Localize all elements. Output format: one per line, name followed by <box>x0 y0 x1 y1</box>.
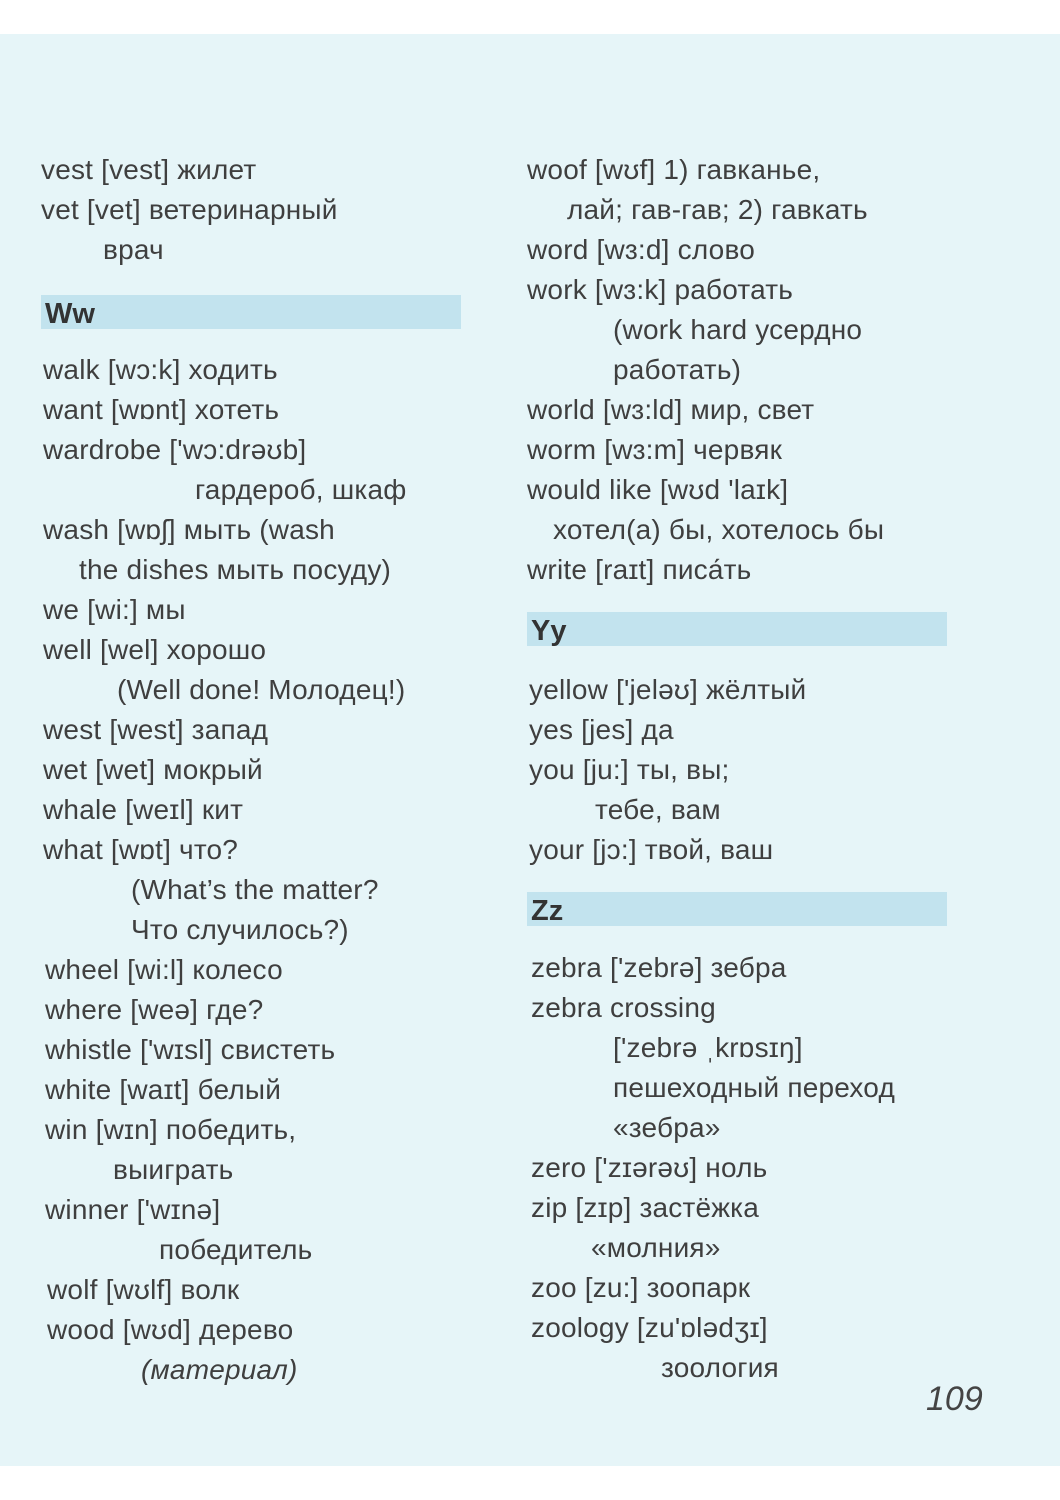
dictionary-entry-line: walk [wɔ:k] ходить <box>43 354 278 385</box>
letter-heading: Ww <box>45 298 95 330</box>
dictionary-page <box>0 34 1060 1466</box>
dictionary-entry-line: win [wɪn] победить, <box>45 1114 297 1145</box>
dictionary-entry-line: wet [wet] мокрый <box>43 754 263 785</box>
dictionary-entry-line: want [wɒnt] хотеть <box>43 394 280 425</box>
dictionary-entry-line: zip [zɪp] застёжка <box>531 1192 760 1223</box>
dictionary-entry-line: Что случилось?) <box>131 914 349 945</box>
dictionary-entry-line: wolf [wʊlf] волк <box>47 1274 240 1305</box>
dictionary-entry-line: your [jɔ:] твой, ваш <box>529 834 774 865</box>
dictionary-entry-line: wash [wɒʃ] мыть (wash <box>43 514 335 545</box>
page-number: 109 <box>926 1380 983 1418</box>
letter-heading-band <box>41 295 461 329</box>
dictionary-entry-line: word [wɜ:d] слово <box>527 234 755 265</box>
dictionary-entry-line: vest [vest] жилет <box>41 154 257 185</box>
dictionary-entry-line: worm [wɜ:m] червяк <box>527 434 783 465</box>
dictionary-entry-line: лай; гав-гав; 2) гавкать <box>567 194 868 225</box>
dictionary-entry-line: выиграть <box>113 1154 234 1185</box>
dictionary-entry-line: работать) <box>613 354 742 385</box>
dictionary-entry-line: yellow ['jeləʊ] жёлтый <box>529 674 807 705</box>
dictionary-entry-line: хотел(а) бы, хотелось бы <box>553 514 885 545</box>
dictionary-entry-line: what [wɒt] что? <box>43 834 239 865</box>
dictionary-entry-line: zoo [zu:] зоопарк <box>531 1272 751 1303</box>
dictionary-entry-line: (work hard усердно <box>613 314 863 345</box>
dictionary-entry-line: «молния» <box>591 1232 721 1263</box>
letter-heading-band <box>527 612 947 646</box>
dictionary-entry-line: победитель <box>159 1234 313 1265</box>
dictionary-entry-line: wood [wʊd] дерево <box>47 1314 294 1345</box>
dictionary-entry-line: пешеходный переход <box>613 1072 895 1103</box>
dictionary-entry-line: ['zebrə ˌkrɒsɪŋ] <box>613 1032 803 1063</box>
dictionary-entry-line: where [weə] где? <box>45 994 264 1025</box>
dictionary-entry-line: zebra crossing <box>531 992 716 1023</box>
dictionary-entry-line: zoology [zu'ɒlədʒɪ] <box>531 1312 768 1343</box>
dictionary-entry-line: you [ju:] ты, вы; <box>529 754 730 785</box>
dictionary-entry-line: zebra ['zebrə] зебра <box>531 952 787 983</box>
letter-heading: Zz <box>531 895 564 927</box>
dictionary-entry-line: yes [jes] да <box>529 714 674 745</box>
dictionary-entry-line: work [wɜ:k] работать <box>527 274 794 305</box>
dictionary-entry-line: zero ['zɪərəʊ] ноль <box>531 1152 768 1183</box>
dictionary-entry-line: «зебра» <box>613 1112 721 1143</box>
dictionary-entry-line: тебе, вам <box>595 794 721 825</box>
dictionary-entry-line: world [wɜ:ld] мир, свет <box>527 394 815 425</box>
dictionary-entry-line: врач <box>103 234 164 265</box>
dictionary-entry-line: (Well done! Молодец!) <box>117 674 406 705</box>
dictionary-entry-line: write [raɪt] писа́ть <box>527 554 752 585</box>
dictionary-entry-line: winner ['wɪnə] <box>45 1194 221 1225</box>
dictionary-entry-line: (материал) <box>141 1354 298 1385</box>
dictionary-entry-line: whale [weɪl] кит <box>43 794 244 825</box>
dictionary-entry-line: гардероб, шкаф <box>195 474 407 505</box>
dictionary-entry-line: white [waɪt] белый <box>45 1074 282 1105</box>
dictionary-entry-line: would like [wʊd 'laɪk] <box>527 474 789 505</box>
dictionary-entry-line: the dishes мыть посуду) <box>79 554 392 585</box>
dictionary-entry-line: woof [wʊf] 1) гавканье, <box>527 154 821 185</box>
dictionary-entry-line: west [west] запад <box>43 714 269 745</box>
dictionary-entry-line: well [wel] хорошо <box>43 634 267 665</box>
letter-heading: Yy <box>531 615 567 647</box>
letter-heading-band <box>527 892 947 926</box>
dictionary-entry-line: we [wi:] мы <box>43 594 186 625</box>
dictionary-entry-line: зоология <box>661 1352 779 1383</box>
dictionary-entry-line: vet [vet] ветеринарный <box>41 194 338 225</box>
dictionary-entry-line: whistle ['wɪsl] свистеть <box>45 1034 336 1065</box>
dictionary-entry-line: wheel [wi:l] колесо <box>45 954 283 985</box>
dictionary-entry-line: (What’s the matter? <box>131 874 379 905</box>
dictionary-entry-line: wardrobe ['wɔ:drəʊb] <box>43 434 307 465</box>
